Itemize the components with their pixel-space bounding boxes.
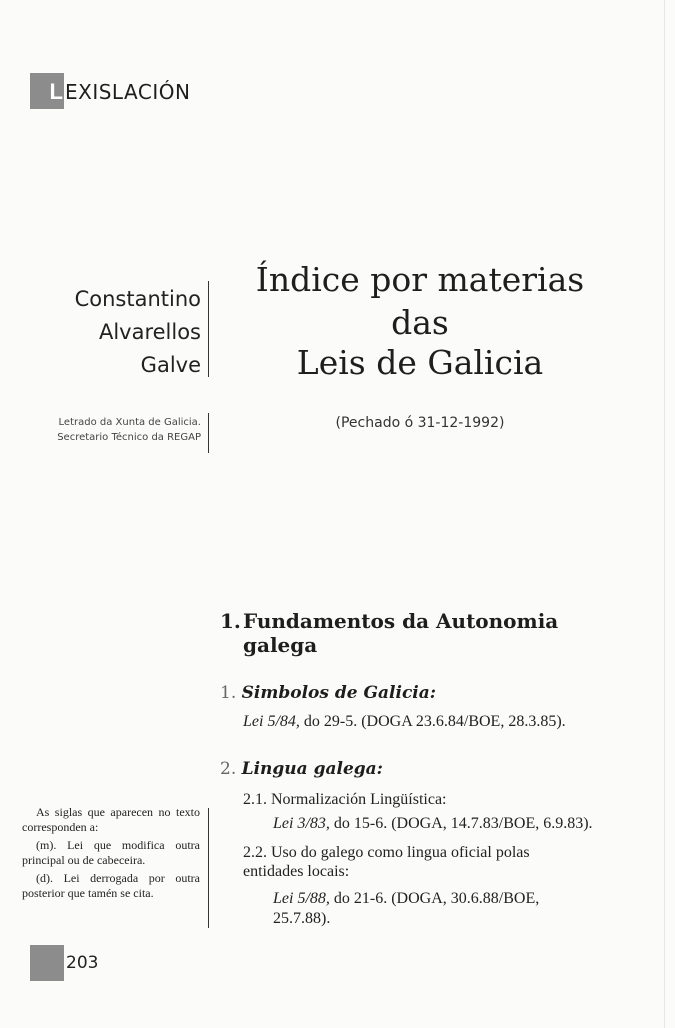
note-paragraph: (m). Lei que modifica outra principal ou de cabeceira. bbox=[22, 838, 200, 867]
author-name-line: Constantino bbox=[74, 287, 201, 311]
author-name-line: Galve bbox=[140, 353, 201, 377]
note-paragraph: (d). Lei derrogada por outra posterior que tamén se cita. bbox=[22, 871, 200, 900]
affiliation-line: Secretario Técnico da REGAP bbox=[57, 432, 201, 443]
law-details: do 15-6. (DOGA, 14.7.83/BOE, 6.9.83). bbox=[329, 815, 593, 832]
document-title-line: Índice por materias bbox=[255, 260, 585, 299]
section-heading: Fundamentos da Autonomia galega bbox=[243, 609, 559, 657]
section-initial-box bbox=[30, 73, 64, 109]
law-citation: Lei 5/88, bbox=[273, 890, 330, 907]
section-number: 1. bbox=[220, 609, 241, 633]
section-initial: L bbox=[49, 79, 63, 104]
law-reference-continued: 25.7.88). bbox=[273, 910, 331, 927]
page-number: 203 bbox=[66, 953, 99, 973]
affiliation-divider bbox=[208, 413, 209, 453]
section-header bbox=[30, 73, 190, 109]
subitem-label-continued: entidades locais: bbox=[243, 863, 350, 880]
closing-date-note: (Pechado ó 31-12-1992) bbox=[335, 415, 505, 431]
law-details: do 29-5. (DOGA 23.6.84/BOE, 28.3.85). bbox=[299, 713, 566, 730]
law-details: do 21-6. (DOGA, 30.6.88/BOE, bbox=[329, 890, 540, 907]
law-reference bbox=[273, 815, 593, 833]
affiliation-line: Letrado da Xunta de Galicia. bbox=[58, 417, 201, 428]
law-citation: Lei 3/83, bbox=[273, 815, 330, 832]
subitem-label: 2.2. Uso do galego como lingua oficial polas bbox=[243, 844, 530, 861]
author-name-line: Alvarellos bbox=[98, 320, 201, 344]
law-citation: Lei 5/84, bbox=[243, 713, 300, 730]
author-divider bbox=[208, 281, 209, 377]
subsection-heading bbox=[220, 683, 436, 703]
document-title-line: Leis de Galicia bbox=[296, 343, 544, 382]
subsection-heading bbox=[220, 759, 383, 779]
page-number-box bbox=[30, 945, 64, 981]
subitem-label: 2.1. Normalización Lingüística: bbox=[243, 791, 447, 808]
note-paragraph: As siglas que aparecen no texto corresponden a: bbox=[22, 805, 200, 834]
note-divider bbox=[208, 808, 209, 928]
document-title-line: das bbox=[391, 303, 449, 342]
subsection-label: Simbolos de Galicia: bbox=[241, 683, 437, 703]
page-edge bbox=[664, 0, 665, 1028]
sidebar-note bbox=[22, 805, 200, 900]
subsection-number: 1. bbox=[220, 683, 237, 703]
law-reference bbox=[243, 713, 566, 731]
section-title: EXISLACIÓN bbox=[65, 79, 191, 104]
subsection-label: Lingua galega: bbox=[241, 759, 383, 779]
subsection-number: 2. bbox=[220, 759, 237, 779]
law-reference bbox=[273, 890, 539, 908]
